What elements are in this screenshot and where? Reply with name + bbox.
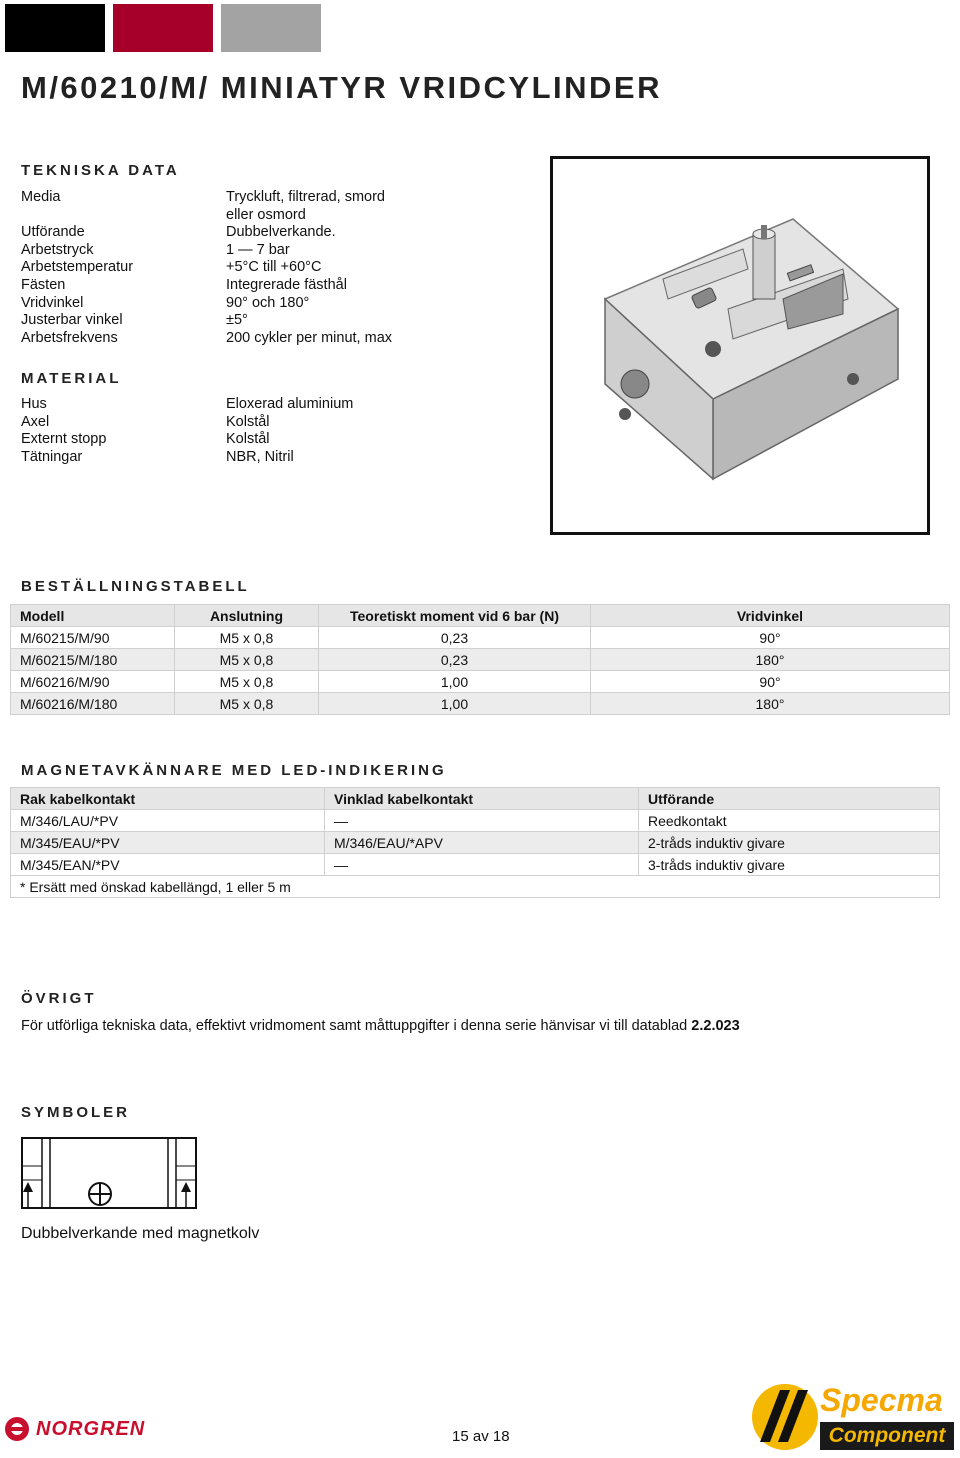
- symbol-caption: Dubbelverkande med magnetkolv: [21, 1225, 260, 1242]
- table-row: [11, 649, 950, 671]
- material-row: [21, 449, 426, 467]
- table-cell: 90°: [591, 671, 950, 693]
- material-row: [21, 414, 426, 432]
- table-cell: 2-tråds induktiv givare: [639, 832, 940, 854]
- column-header: Vridvinkel: [591, 605, 950, 627]
- cylinder-symbol-icon: [20, 1136, 200, 1220]
- column-header: Modell: [11, 605, 175, 627]
- spec-label: Vridvinkel: [21, 294, 84, 311]
- spec-value: Dubbelverkande.: [226, 224, 336, 241]
- spec-value: Tryckluft, filtrerad, smord: [226, 189, 385, 205]
- spec-row: [21, 330, 426, 348]
- table-cell: M/60216/M/180: [11, 693, 175, 715]
- ovrigt-text: [21, 1018, 740, 1034]
- table-row: [11, 810, 940, 832]
- column-header: Rak kabelkontakt: [11, 788, 325, 810]
- material-value: NBR, Nitril: [226, 448, 294, 465]
- table-cell: 1,00: [319, 693, 591, 715]
- symboler-heading: SYMBOLER: [21, 1104, 131, 1121]
- table-cell: M5 x 0,8: [175, 671, 319, 693]
- datasheet-reference: 2.2.023: [691, 1018, 740, 1034]
- table-cell: 1,00: [319, 671, 591, 693]
- magnet-heading: MAGNETAVKÄNNARE MED LED-INDIKERING: [21, 762, 447, 779]
- table-cell: M/346/LAU/*PV: [11, 810, 325, 832]
- spec-value: ±5°: [226, 312, 248, 329]
- table-row: [11, 671, 950, 693]
- norgren-wordmark: NORGREN: [36, 1417, 146, 1440]
- table-row: [11, 693, 950, 715]
- table-cell: M/60215/M/180: [11, 649, 175, 671]
- table-cell: —: [325, 854, 639, 876]
- material-label: Hus: [21, 396, 47, 412]
- component-wordmark: Component: [820, 1422, 954, 1450]
- spec-value: Integrerade fästhål: [226, 276, 347, 293]
- spec-label: Arbetstemperatur: [21, 259, 134, 276]
- spec-row: [21, 242, 426, 260]
- column-header: Utförande: [639, 788, 940, 810]
- spec-value: 90° och 180°: [226, 294, 310, 311]
- table-cell: 0,23: [319, 627, 591, 649]
- spec-value: 1 — 7 bar: [226, 241, 290, 258]
- page-number: 15 av 18: [452, 1428, 510, 1445]
- header-tab-black: [5, 4, 105, 52]
- norgren-emblem-icon: [4, 1416, 32, 1442]
- rotary-cylinder-illustration: [553, 159, 927, 532]
- table-cell: M/346/EAU/*APV: [325, 832, 639, 854]
- spec-label: Fästen: [21, 276, 66, 293]
- spec-label: Utförande: [21, 224, 85, 241]
- page-title: M/60210/M/ MINIATYR VRIDCYLINDER: [21, 70, 662, 105]
- table-row: [11, 854, 940, 876]
- table-cell: M/345/EAU/*PV: [11, 832, 325, 854]
- material-list: [21, 396, 426, 466]
- table-cell: M/345/EAN/*PV: [11, 854, 325, 876]
- spec-label: [21, 207, 226, 225]
- table-cell: M5 x 0,8: [175, 649, 319, 671]
- sensor-table: [10, 787, 940, 898]
- column-header: Teoretiskt moment vid 6 bar (N): [319, 605, 591, 627]
- norgren-logo: [4, 1416, 145, 1442]
- product-image: [550, 156, 930, 535]
- spec-label: Media: [21, 189, 61, 205]
- material-label: Axel: [21, 413, 50, 430]
- spec-label: Justerbar vinkel: [21, 312, 123, 329]
- table-cell: 90°: [591, 627, 950, 649]
- spec-label: Arbetsfrekvens: [21, 329, 118, 346]
- specma-emblem-icon: [750, 1382, 820, 1452]
- material-value: Kolstål: [226, 431, 270, 448]
- spec-value: 200 cykler per minut, max: [226, 329, 393, 346]
- column-header: Anslutning: [175, 605, 319, 627]
- table-cell: M/60216/M/90: [11, 671, 175, 693]
- table-cell: 3-tråds induktiv givare: [639, 854, 940, 876]
- tekniska-data-list: [21, 189, 426, 347]
- table-cell: —: [325, 810, 639, 832]
- ovrigt-heading: ÖVRIGT: [21, 990, 97, 1007]
- material-heading: MATERIAL: [21, 370, 122, 387]
- material-row: [21, 431, 426, 449]
- spec-row: [21, 312, 426, 330]
- table-footnote-row: [11, 876, 940, 898]
- header-tab-grey: [221, 4, 321, 52]
- specma-component-logo: [750, 1382, 956, 1452]
- spec-row: [21, 259, 426, 277]
- order-table: [10, 604, 950, 715]
- spec-label: Arbetstryck: [21, 241, 94, 258]
- material-label: Externt stopp: [21, 431, 107, 448]
- spec-row: [21, 189, 426, 207]
- bestallning-heading: BESTÄLLNINGSTABELL: [21, 578, 250, 595]
- table-cell: M5 x 0,8: [175, 693, 319, 715]
- table-cell: M5 x 0,8: [175, 627, 319, 649]
- table-cell: Reedkontakt: [639, 810, 940, 832]
- spec-row: [21, 207, 426, 225]
- table-row: [11, 832, 940, 854]
- tekniska-data-heading: TEKNISKA DATA: [21, 162, 180, 179]
- spec-row: [21, 295, 426, 313]
- table-row: [11, 627, 950, 649]
- header-tab-red: [113, 4, 213, 52]
- ovrigt-text-body: För utförliga tekniska data, effektivt vridmoment samt måttuppgifter i denna serie hänvisar vi till datablad: [21, 1018, 692, 1034]
- table-cell: 180°: [591, 693, 950, 715]
- spec-row: [21, 277, 426, 295]
- table-header-row: [11, 788, 940, 810]
- material-label: Tätningar: [21, 448, 83, 465]
- table-cell: 0,23: [319, 649, 591, 671]
- specma-wordmark: Specma: [820, 1382, 943, 1418]
- table-cell: 180°: [591, 649, 950, 671]
- spec-row: [21, 224, 426, 242]
- spec-value: +5°C till +60°C: [226, 259, 322, 276]
- column-header: Vinklad kabelkontakt: [325, 788, 639, 810]
- material-value: Eloxerad aluminium: [226, 396, 354, 412]
- table-header-row: [11, 605, 950, 627]
- spec-value: eller osmord: [226, 206, 306, 223]
- table-footnote: * Ersätt med önskad kabellängd, 1 eller 5 m: [11, 876, 940, 898]
- table-cell: M/60215/M/90: [11, 627, 175, 649]
- material-row: [21, 396, 426, 414]
- material-value: Kolstål: [226, 413, 270, 430]
